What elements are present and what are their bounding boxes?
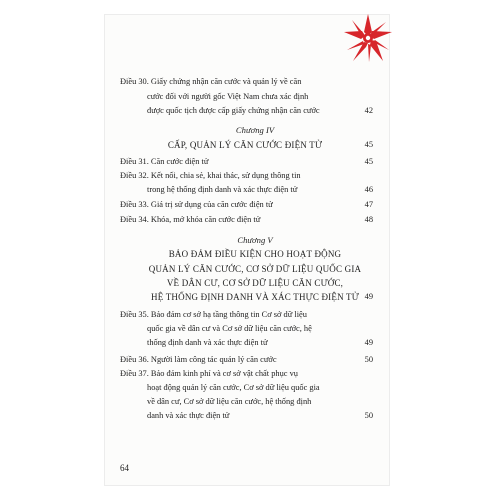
chapter-5-label: Chương V — [237, 235, 273, 245]
toc-entry-35-line2: quốc gia về dân cư và Cơ sở dữ liệu căn cước, hệ — [147, 324, 312, 333]
chapter-5-title-line2: QUẢN LÝ CĂN CƯỚC, CƠ SỞ DỮ LIỆU QUỐC GIA — [148, 264, 362, 274]
toc-entry-33-page: 47 — [364, 200, 373, 209]
toc-entry-33: Điều 33. Giá trị sử dụng của căn cước điện tử — [120, 200, 273, 209]
toc-entry-31-page: 45 — [364, 157, 373, 166]
page-number: 64 — [120, 463, 129, 473]
chapter-4-label: Chương IV — [235, 125, 275, 135]
toc-entry-37-line4: danh và xác thực điện tử — [147, 411, 230, 420]
toc-entry-35-line3: thống định danh và xác thực điện tử — [147, 338, 268, 347]
toc-entry-37-line2: hoạt động quản lý căn cước, Cơ sở dữ liệu quốc gia — [147, 383, 320, 392]
chapter-5-title-line1: BẢO ĐẢM ĐIỀU KIỆN CHO HOẠT ĐỘNG — [168, 249, 342, 259]
toc-entry-30-line1: Điều 30. Giấy chứng nhận căn cước và quản lý về căn — [120, 77, 302, 86]
chapter-5-title-line4: HỆ THỐNG ĐỊNH DANH VÀ XÁC THỰC ĐIỆN TỬ — [151, 292, 359, 302]
toc-entry-37-line1: Điều 37. Bảo đảm kinh phí và cơ sở vật chất phục vụ — [120, 369, 298, 378]
toc-entry-30-line3: được quốc tịch được cấp giấy chứng nhận căn cước — [147, 106, 320, 115]
toc-entry-30-line2: cước đối với người gốc Việt Nam chưa xác định — [147, 92, 309, 101]
toc-entry-36: Điều 36. Người làm công tác quản lý căn cước — [120, 355, 277, 364]
toc-entry-31: Điều 31. Căn cước điện tử — [120, 157, 209, 166]
chapter-5-title-line3: VỀ DÂN CƯ, CƠ SỞ DỮ LIỆU CĂN CƯỚC, — [166, 278, 344, 288]
chapter-5-page: 49 — [364, 292, 373, 301]
chapter-4-page: 45 — [364, 140, 373, 149]
toc-entry-34: Điều 34. Khóa, mở khóa căn cước điện tử — [120, 215, 261, 224]
toc-entry-37-page: 50 — [364, 411, 373, 420]
toc-entry-36-page: 50 — [364, 355, 373, 364]
toc-entry-30-page: 42 — [364, 106, 373, 115]
chapter-4-title: CẤP, QUẢN LÝ CĂN CƯỚC ĐIỆN TỬ — [167, 140, 323, 150]
toc-entry-32-line1: Điều 32. Kết nối, chia sẻ, khai thác, sử dụng thông tin — [120, 171, 301, 180]
toc-entry-37-line3: về dân cư, Cơ sở dữ liệu căn cước, hệ thống định — [147, 397, 312, 406]
toc-entry-32-page: 46 — [364, 185, 373, 194]
toc-entry-32-line2: trong hệ thống định danh và xác thực điện tử — [147, 185, 298, 194]
toc-entry-34-page: 48 — [364, 215, 373, 224]
toc-entry-35-page: 49 — [364, 338, 373, 347]
toc-entry-35-line1: Điều 35. Bảo đảm cơ sở hạ tầng thông tin Cơ sở dữ liệu — [120, 310, 307, 319]
